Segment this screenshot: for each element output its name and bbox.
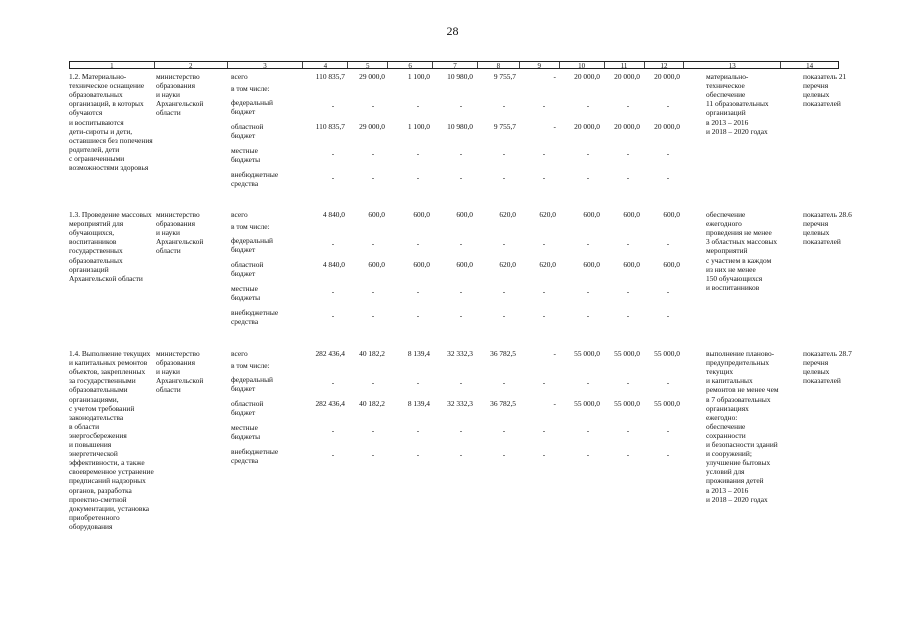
value-cell: 600,0 xyxy=(663,210,680,219)
result-text: и воспитанников xyxy=(706,282,760,292)
executor-text: министерство xyxy=(156,349,200,358)
empty-dash: - xyxy=(542,287,546,296)
empty-dash: - xyxy=(459,149,463,158)
value-cell: 55 000,0 xyxy=(654,349,680,358)
result-text: ежегодно: xyxy=(706,412,738,422)
value-cell: 55 000,0 xyxy=(654,399,680,408)
empty-dash: - xyxy=(416,450,420,459)
indicator-text: показатель 28.6 xyxy=(803,210,852,219)
executor-text: образования xyxy=(156,81,195,91)
value-cell: 9 755,7 xyxy=(493,122,516,131)
funding-source: внебюджетные xyxy=(231,447,279,456)
empty-dash: - xyxy=(666,287,670,296)
indicator-text: показателей xyxy=(803,376,841,386)
empty-dash: - xyxy=(666,173,670,182)
value-cell: 55 000,0 xyxy=(574,399,600,408)
value-cell: 282 436,4 xyxy=(315,349,345,358)
empty-dash: - xyxy=(586,426,590,435)
task-text: с учетом требований xyxy=(69,403,135,413)
value-cell: 20 000,0 xyxy=(654,122,680,131)
funding-source: в том числе: xyxy=(231,222,270,231)
value-cell: 10 980,0 xyxy=(447,122,473,131)
result-text: улучшение бытовых xyxy=(706,458,771,468)
task-text: образовательных xyxy=(69,90,123,100)
value-cell: 40 182,2 xyxy=(359,399,385,408)
task-text: родителей, дети xyxy=(69,144,120,154)
value-cell: 600,0 xyxy=(456,260,473,269)
empty-dash: - xyxy=(666,101,670,110)
value-cell: 620,0 xyxy=(539,210,556,219)
task-text: объектов, закрепленных xyxy=(69,367,146,377)
empty-dash: - xyxy=(371,426,375,435)
empty-dash: - xyxy=(331,426,335,435)
result-text: 11 образовательных xyxy=(706,99,769,109)
value-cell: - xyxy=(553,349,556,358)
task-text: в области xyxy=(69,421,100,431)
task-text: образовательными xyxy=(69,385,128,395)
empty-dash: - xyxy=(666,426,670,435)
empty-dash: - xyxy=(666,149,670,158)
value-cell: 36 782,5 xyxy=(490,349,516,358)
task-text: 1.3. Проведение массовых xyxy=(69,210,152,219)
value-cell: 20 000,0 xyxy=(614,72,640,81)
value-cell: 600,0 xyxy=(623,210,640,219)
result-text: ежегодного xyxy=(706,219,742,229)
task-text: техническое оснащение xyxy=(69,81,145,91)
header-col-13: 13 xyxy=(684,62,781,68)
empty-dash: - xyxy=(542,149,546,158)
task-text: 1.4. Выполнение текущих xyxy=(69,349,151,358)
value-cell: 4 840,0 xyxy=(322,260,345,269)
indicator-text: целевых xyxy=(803,90,830,100)
empty-dash: - xyxy=(416,149,420,158)
value-cell: 282 436,4 xyxy=(315,399,345,408)
task-text: организаций, в которых xyxy=(69,99,144,109)
value-cell: 10 980,0 xyxy=(447,72,473,81)
result-text: и 2018 – 2020 годах xyxy=(706,494,768,504)
funding-source: областной xyxy=(231,122,264,131)
executor-text: области xyxy=(156,385,181,395)
task-text: эффективности, а также xyxy=(69,458,145,468)
value-cell: 32 332,3 xyxy=(447,399,473,408)
task-text: оборудования xyxy=(69,521,113,531)
indicator-text: показателей xyxy=(803,237,841,247)
empty-dash: - xyxy=(666,378,670,387)
funding-source: бюджет xyxy=(231,269,256,279)
executor-text: министерство xyxy=(156,210,200,219)
task-text: 1.2. Материально- xyxy=(69,72,127,81)
page-number: 28 xyxy=(446,24,459,38)
empty-dash: - xyxy=(416,311,420,320)
indicator-text: перечня xyxy=(803,81,829,91)
empty-dash: - xyxy=(502,239,506,248)
value-cell: 600,0 xyxy=(623,260,640,269)
funding-source: всего xyxy=(231,210,248,219)
empty-dash: - xyxy=(331,311,335,320)
value-cell: 600,0 xyxy=(368,210,385,219)
empty-dash: - xyxy=(331,149,335,158)
task-text: своевременное устранение xyxy=(69,467,154,477)
empty-dash: - xyxy=(626,311,630,320)
header-col-1: 1 xyxy=(70,62,155,68)
executor-text: области xyxy=(156,246,181,256)
value-cell: 29 000,0 xyxy=(359,72,385,81)
empty-dash: - xyxy=(416,378,420,387)
empty-dash: - xyxy=(626,101,630,110)
task-text: возможностями здоровья xyxy=(69,163,149,172)
value-cell: 55 000,0 xyxy=(574,349,600,358)
task-text: с ограниченными xyxy=(69,153,125,163)
executor-text: и науки xyxy=(156,367,180,377)
funding-source: средства xyxy=(231,179,259,189)
task-text: энергетической xyxy=(69,449,118,459)
task-text: дети-сироты и дети, xyxy=(69,126,133,136)
result-text: организациях xyxy=(706,403,749,413)
header-col-6: 6 xyxy=(388,62,433,68)
task-text: мероприятий для xyxy=(69,219,124,229)
value-cell: 110 835,7 xyxy=(315,72,345,81)
empty-dash: - xyxy=(502,450,506,459)
empty-dash: - xyxy=(416,173,420,182)
value-cell: 55 000,0 xyxy=(614,399,640,408)
result-text: предупредительных xyxy=(706,358,770,368)
task-text: документации, установка xyxy=(69,503,150,513)
value-cell: 29 000,0 xyxy=(359,122,385,131)
executor-text: области xyxy=(156,108,181,118)
empty-dash: - xyxy=(586,173,590,182)
header-col-3: 3 xyxy=(228,62,304,68)
task-text: обучаются xyxy=(69,108,103,118)
empty-dash: - xyxy=(542,101,546,110)
result-text: 150 обучающихся xyxy=(706,273,763,283)
table-header-row xyxy=(69,61,839,69)
empty-dash: - xyxy=(542,311,546,320)
task-text: организациями, xyxy=(69,394,119,404)
empty-dash: - xyxy=(502,149,506,158)
executor-text: Архангельской xyxy=(156,99,204,109)
empty-dash: - xyxy=(502,426,506,435)
executor-text: и науки xyxy=(156,228,180,238)
value-cell: 620,0 xyxy=(499,210,516,219)
result-text: в 2013 – 2016 xyxy=(706,485,749,495)
funding-source: местные xyxy=(231,284,258,293)
empty-dash: - xyxy=(331,378,335,387)
task-text: и повышения xyxy=(69,440,112,449)
empty-dash: - xyxy=(502,378,506,387)
executor-text: министерство xyxy=(156,72,200,81)
value-cell: 600,0 xyxy=(456,210,473,219)
value-cell: 55 000,0 xyxy=(614,349,640,358)
empty-dash: - xyxy=(371,287,375,296)
empty-dash: - xyxy=(502,101,506,110)
value-cell: 600,0 xyxy=(663,260,680,269)
indicator-text: целевых xyxy=(803,228,830,238)
value-cell: 20 000,0 xyxy=(574,72,600,81)
funding-source: внебюджетные xyxy=(231,170,279,179)
value-cell: - xyxy=(553,122,556,131)
value-cell: 4 840,0 xyxy=(322,210,345,219)
task-text: организаций xyxy=(69,264,109,274)
value-cell: 600,0 xyxy=(583,260,600,269)
result-text: с участием в каждом xyxy=(706,255,772,265)
funding-source: бюджет xyxy=(231,245,256,255)
value-cell: 8 139,4 xyxy=(407,349,430,358)
result-text: из них не менее xyxy=(706,264,756,274)
task-text: государственных xyxy=(69,246,123,256)
task-text: за государственными xyxy=(69,376,136,386)
result-text: текущих xyxy=(706,367,734,377)
empty-dash: - xyxy=(586,378,590,387)
value-cell: 600,0 xyxy=(413,260,430,269)
result-text: организаций xyxy=(706,108,746,118)
empty-dash: - xyxy=(502,287,506,296)
header-col-5: 5 xyxy=(348,62,388,68)
empty-dash: - xyxy=(502,311,506,320)
value-cell: 1 100,0 xyxy=(407,72,430,81)
empty-dash: - xyxy=(331,450,335,459)
empty-dash: - xyxy=(542,239,546,248)
task-text: и капитальных ремонтов xyxy=(69,358,148,368)
task-text: Архангельской области xyxy=(69,273,143,283)
empty-dash: - xyxy=(371,378,375,387)
funding-source: бюджет xyxy=(231,384,256,394)
result-text: в 2013 – 2016 xyxy=(706,117,749,127)
funding-source: бюджет xyxy=(231,131,256,141)
indicator-text: показатель 28.7 xyxy=(803,349,852,358)
result-text: мероприятий xyxy=(706,246,748,256)
value-cell: 1 100,0 xyxy=(407,122,430,131)
value-cell: 20 000,0 xyxy=(574,122,600,131)
value-cell: 600,0 xyxy=(583,210,600,219)
value-cell: 32 332,3 xyxy=(447,349,473,358)
header-col-7: 7 xyxy=(433,62,478,68)
value-cell: 36 782,5 xyxy=(490,399,516,408)
result-text: ремонтов не менее чем xyxy=(706,385,779,395)
empty-dash: - xyxy=(626,378,630,387)
result-text: и 2018 – 2020 годах xyxy=(706,126,768,136)
funding-source: бюджеты xyxy=(231,155,261,165)
value-cell: 110 835,7 xyxy=(315,122,345,131)
funding-source: федеральный xyxy=(231,375,273,384)
value-cell: 620,0 xyxy=(539,260,556,269)
header-col-12: 12 xyxy=(645,62,685,68)
header-col-14: 14 xyxy=(806,62,814,68)
value-cell: 620,0 xyxy=(499,260,516,269)
value-cell: 600,0 xyxy=(413,210,430,219)
value-cell: 600,0 xyxy=(368,260,385,269)
value-cell: 8 139,4 xyxy=(407,399,430,408)
value-cell: - xyxy=(553,72,556,81)
task-text: приобретенного xyxy=(69,512,120,522)
empty-dash: - xyxy=(586,101,590,110)
result-text: техническое xyxy=(706,81,745,91)
result-text: обеспечение xyxy=(706,210,746,219)
empty-dash: - xyxy=(416,426,420,435)
funding-source: в том числе: xyxy=(231,84,270,93)
header-col-8: 8 xyxy=(478,62,520,68)
empty-dash: - xyxy=(331,239,335,248)
empty-dash: - xyxy=(371,239,375,248)
result-text: 3 областных массовых xyxy=(706,237,778,247)
executor-text: Архангельской xyxy=(156,237,204,247)
empty-dash: - xyxy=(371,101,375,110)
result-text: условий для xyxy=(706,467,745,477)
header-col-4: 4 xyxy=(303,62,348,68)
header-col-10: 10 xyxy=(560,62,605,68)
task-text: законодательства xyxy=(69,412,124,422)
task-text: образовательных xyxy=(69,255,123,265)
result-text: проживания детей xyxy=(706,476,764,486)
value-cell: 40 182,2 xyxy=(359,349,385,358)
funding-source: федеральный xyxy=(231,98,273,107)
empty-dash: - xyxy=(542,450,546,459)
task-text: энергосбережения xyxy=(69,430,127,440)
empty-dash: - xyxy=(331,173,335,182)
empty-dash: - xyxy=(416,101,420,110)
empty-dash: - xyxy=(459,378,463,387)
empty-dash: - xyxy=(371,311,375,320)
header-col-9: 9 xyxy=(520,62,560,68)
result-text: проведения не менее xyxy=(706,228,772,238)
result-text: и безопасности зданий xyxy=(706,440,778,449)
empty-dash: - xyxy=(626,173,630,182)
task-text: проектно-сметной xyxy=(69,494,127,504)
funding-source: бюджеты xyxy=(231,293,261,303)
funding-source: бюджет xyxy=(231,107,256,117)
value-cell: - xyxy=(553,399,556,408)
empty-dash: - xyxy=(542,378,546,387)
funding-source: всего xyxy=(231,349,248,358)
funding-source: областной xyxy=(231,399,264,408)
indicator-text: перечня xyxy=(803,219,829,229)
empty-dash: - xyxy=(586,287,590,296)
empty-dash: - xyxy=(542,173,546,182)
task-text: оставшиеся без попечения xyxy=(69,135,153,145)
indicator-text: показателей xyxy=(803,99,841,109)
result-text: и капитальных xyxy=(706,376,753,386)
executor-text: и науки xyxy=(156,90,180,100)
executor-text: образования xyxy=(156,358,195,368)
empty-dash: - xyxy=(502,173,506,182)
funding-source: федеральный xyxy=(231,236,273,245)
funding-source: областной xyxy=(231,260,264,269)
indicator-text: показатель 21 xyxy=(803,72,847,81)
empty-dash: - xyxy=(666,311,670,320)
empty-dash: - xyxy=(586,450,590,459)
empty-dash: - xyxy=(626,239,630,248)
result-text: и сооружений; xyxy=(706,449,752,459)
empty-dash: - xyxy=(626,426,630,435)
empty-dash: - xyxy=(666,450,670,459)
empty-dash: - xyxy=(416,287,420,296)
empty-dash: - xyxy=(586,239,590,248)
funding-source: местные xyxy=(231,423,258,432)
empty-dash: - xyxy=(331,287,335,296)
value-cell: 9 755,7 xyxy=(493,72,516,81)
funding-source: бюджеты xyxy=(231,432,261,442)
result-text: выполнение планово- xyxy=(706,349,775,358)
empty-dash: - xyxy=(542,426,546,435)
indicator-text: перечня xyxy=(803,358,829,368)
empty-dash: - xyxy=(371,450,375,459)
empty-dash: - xyxy=(371,173,375,182)
value-cell: 20 000,0 xyxy=(654,72,680,81)
empty-dash: - xyxy=(371,149,375,158)
funding-source: в том числе: xyxy=(231,361,270,370)
empty-dash: - xyxy=(626,450,630,459)
task-text: и воспитываются xyxy=(69,117,124,127)
task-text: воспитанников xyxy=(69,237,117,247)
funding-source: бюджет xyxy=(231,408,256,418)
empty-dash: - xyxy=(416,239,420,248)
funding-source: внебюджетные xyxy=(231,308,279,317)
header-col-11: 11 xyxy=(605,62,645,68)
empty-dash: - xyxy=(626,149,630,158)
empty-dash: - xyxy=(586,149,590,158)
funding-source: местные xyxy=(231,146,258,155)
empty-dash: - xyxy=(459,311,463,320)
empty-dash: - xyxy=(331,101,335,110)
empty-dash: - xyxy=(459,450,463,459)
empty-dash: - xyxy=(459,426,463,435)
executor-text: Архангельской xyxy=(156,376,204,386)
empty-dash: - xyxy=(459,239,463,248)
result-text: обеспечение xyxy=(706,90,746,100)
executor-text: образования xyxy=(156,219,195,229)
empty-dash: - xyxy=(626,287,630,296)
task-text: предписаний надзорных xyxy=(69,476,146,486)
task-text: органов, разработка xyxy=(69,485,132,495)
result-text: в 7 образовательных xyxy=(706,394,771,404)
empty-dash: - xyxy=(459,101,463,110)
value-cell: 20 000,0 xyxy=(614,122,640,131)
result-text: материально- xyxy=(706,72,749,81)
task-text: обучающихся, xyxy=(69,228,115,238)
result-text: сохранности xyxy=(706,430,746,440)
funding-source: всего xyxy=(231,72,248,81)
result-text: обеспечение xyxy=(706,421,746,431)
funding-source: средства xyxy=(231,456,259,466)
indicator-text: целевых xyxy=(803,367,830,377)
header-col-2: 2 xyxy=(155,62,228,68)
empty-dash: - xyxy=(459,173,463,182)
empty-dash: - xyxy=(459,287,463,296)
empty-dash: - xyxy=(586,311,590,320)
empty-dash: - xyxy=(666,239,670,248)
funding-source: средства xyxy=(231,317,259,327)
